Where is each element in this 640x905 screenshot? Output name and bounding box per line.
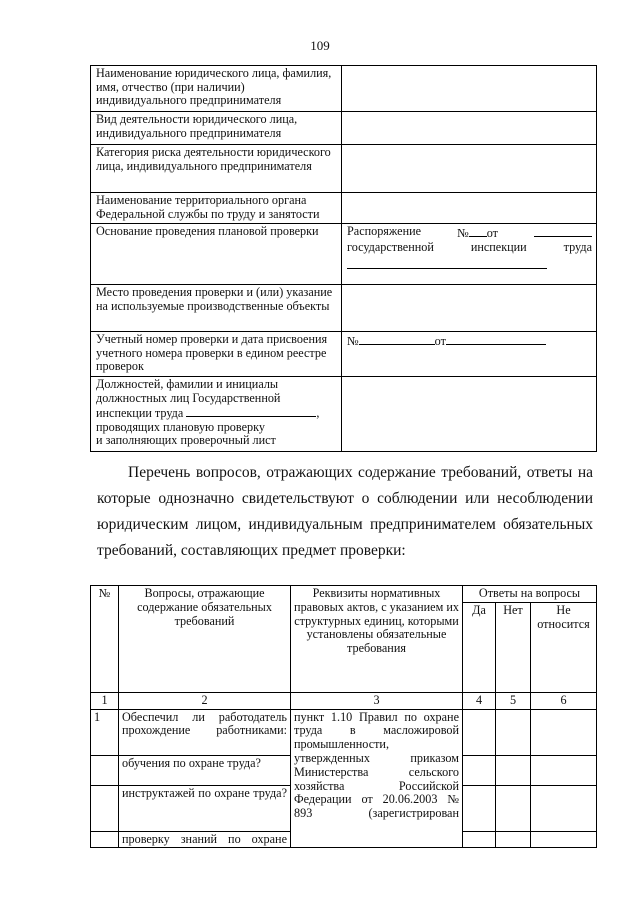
info-label: Вид деятельности юридического лица, индивидуального предпринимателя xyxy=(91,112,342,145)
column-numbers-row xyxy=(91,692,597,709)
table-row xyxy=(91,66,597,112)
info-value xyxy=(342,145,597,193)
row-number: 1 xyxy=(91,709,119,755)
col-number: 2 xyxy=(119,692,291,709)
info-value xyxy=(342,377,597,452)
info-label: Наименование территориального органа Федеральной службы по труду и занятости xyxy=(91,193,342,224)
answer-yes[interactable] xyxy=(463,831,496,848)
info-label: Место проведения проверки и (или) указание на используемые производственные объекты xyxy=(91,285,342,332)
header-yes: Да xyxy=(463,602,496,692)
requisite-text: пункт 1.10 Правил по охране труда в масложировой промышленности, утвержденных приказом Министерства сельского хозяйства Российской Федерации от 20.06.2003 № 893 (зарегистрирован xyxy=(291,709,463,848)
col-number: 3 xyxy=(291,692,463,709)
info-value xyxy=(342,66,597,112)
row-number xyxy=(91,755,119,785)
questions-table xyxy=(90,585,597,848)
answer-yes[interactable] xyxy=(463,785,496,831)
blank-field[interactable] xyxy=(469,225,487,237)
header-not-applicable: Не относится xyxy=(531,602,597,692)
header-num: № xyxy=(91,586,119,693)
question-text: проверку знаний по охране xyxy=(119,831,291,848)
answer-not-applicable[interactable] xyxy=(531,785,597,831)
answer-no[interactable] xyxy=(496,709,531,755)
answer-no[interactable] xyxy=(496,785,531,831)
col-number: 6 xyxy=(531,692,597,709)
blank-field[interactable] xyxy=(534,225,592,237)
row-number xyxy=(91,785,119,831)
info-label: Должностей, фамилии и инициалы должностных лиц Государственной инспекции труда , проводящих плановую проверку и заполняющих проверочный лист xyxy=(91,377,342,452)
row-number xyxy=(91,831,119,848)
answer-not-applicable[interactable] xyxy=(531,755,597,785)
table-row xyxy=(91,709,597,755)
table-row xyxy=(91,377,597,452)
answer-yes[interactable] xyxy=(463,709,496,755)
info-label: Основание проведения плановой проверки xyxy=(91,224,342,285)
answer-not-applicable[interactable] xyxy=(531,831,597,848)
col-number: 5 xyxy=(496,692,531,709)
answer-no[interactable] xyxy=(496,755,531,785)
order-line-3 xyxy=(347,257,592,273)
col-number: 4 xyxy=(463,692,496,709)
table-row xyxy=(91,285,597,332)
header-questions: Вопросы, отражающие содержание обязательных требований xyxy=(119,586,291,693)
info-value xyxy=(342,112,597,145)
inspection-order-cell xyxy=(342,224,597,285)
info-label: Категория риска деятельности юридического лица, индивидуального предпринимателя xyxy=(91,145,342,193)
order-word: Распоряжение xyxy=(347,224,422,238)
checklist-intro: Перечень вопросов, отражающих содержание требований, ответы на которые однозначно свидетельствуют о соблюдении или несоблюдении юридическим лицом, индивидуальным предпринимателем обязательных требований, составляющих предмет проверки: xyxy=(97,464,593,559)
answer-not-applicable[interactable] xyxy=(531,709,597,755)
inspection-info-table xyxy=(90,65,597,452)
table-row xyxy=(91,112,597,145)
order-number: № от xyxy=(457,226,498,240)
blank-field[interactable] xyxy=(446,333,546,345)
table-row xyxy=(91,193,597,224)
table-header-row xyxy=(91,586,597,603)
order-line-1 xyxy=(347,225,592,241)
info-label: Учетный номер проверки и дата присвоения учетного номера проверки в едином реестре проверок xyxy=(91,332,342,377)
blank-field[interactable] xyxy=(359,333,435,345)
header-answers: Ответы на вопросы xyxy=(463,586,597,603)
page-number: 109 xyxy=(310,38,330,53)
table-row xyxy=(91,145,597,193)
col-number: 1 xyxy=(91,692,119,709)
header-requisites: Реквизиты нормативных правовых актов, с указанием их структурных единиц, которыми установлены обязательные требования xyxy=(291,586,463,693)
blank-field[interactable] xyxy=(186,405,316,417)
info-value xyxy=(342,285,597,332)
order-line-2: государственной инспекции труда xyxy=(347,239,592,254)
info-label: Наименование юридического лица, фамилия, имя, отчество (при наличии) индивидуального предпринимателя xyxy=(91,66,342,112)
header-no: Нет xyxy=(496,602,531,692)
table-row xyxy=(91,332,597,377)
question-text: инструктажей по охране труда? xyxy=(119,785,291,831)
question-text: Обеспечил ли работодатель прохождение работниками: xyxy=(119,709,291,755)
table-row xyxy=(91,224,597,285)
blank-field[interactable] xyxy=(347,257,547,269)
info-value xyxy=(342,193,597,224)
registry-number-cell: № от xyxy=(342,332,597,377)
answer-no[interactable] xyxy=(496,831,531,848)
answer-yes[interactable] xyxy=(463,755,496,785)
question-text: обучения по охране труда? xyxy=(119,755,291,785)
